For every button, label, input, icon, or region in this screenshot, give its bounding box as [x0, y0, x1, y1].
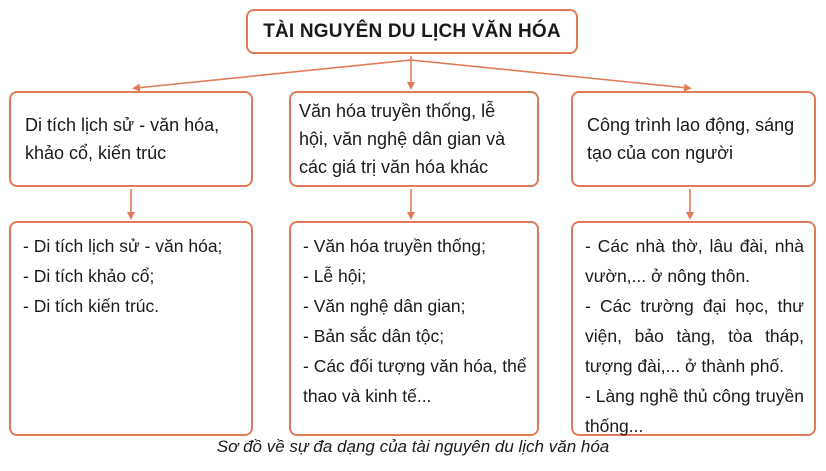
list-item: - Văn nghệ dân gian;: [303, 296, 466, 316]
list-item: - Di tích kiến trúc.: [23, 296, 160, 316]
arrow-title-to-cat-1: [136, 60, 411, 88]
list-item: - Di tích khảo cổ;: [23, 266, 155, 286]
list-item: - Các nhà thờ, lâu đài, nhà vườn,... ở nông thôn.: [585, 236, 804, 286]
category-label: Công trình lao động, sáng tạo của con người: [587, 115, 795, 163]
list-item: - Di tích lịch sử - văn hóa;: [23, 236, 223, 256]
category-box-heritage: [9, 91, 253, 187]
list-item: - Văn hóa truyền thống;: [303, 236, 486, 256]
list-item: - Bản sắc dân tộc;: [303, 326, 445, 346]
figure-caption: Sơ đồ về sự đa dạng của tài nguyên du lịch văn hóa: [216, 437, 610, 456]
detail-box-heritage: [9, 221, 253, 436]
list-item: - Làng nghề thủ công truyền thống...: [585, 386, 804, 436]
arrow-title-to-cat-3: [411, 60, 688, 88]
detail-list: [585, 231, 804, 441]
diagram-title: TÀI NGUYÊN DU LỊCH VĂN HÓA: [263, 20, 561, 42]
detail-list: [303, 231, 527, 411]
category-label: Văn hóa truyền thống, lễ hội, văn nghệ dân gian và các giá trị văn hóa khác: [299, 101, 506, 177]
category-box-traditional-culture: [289, 91, 539, 187]
title-box: [246, 9, 578, 54]
list-item: - Các trường đại học, thư viện, bảo tàng, tòa tháp, tượng đài,... ở thành phố.: [585, 296, 804, 376]
list-item: - Lễ hội;: [303, 266, 367, 286]
detail-box-human-works: [571, 221, 816, 436]
category-box-human-works: [571, 91, 816, 187]
list-item: - Các đối tượng văn hóa, thể thao và kinh tế...: [303, 356, 527, 406]
category-label: Di tích lịch sử - văn hóa, khảo cổ, kiến trúc: [25, 115, 220, 163]
detail-list: [23, 231, 241, 321]
detail-box-traditional-culture: [289, 221, 539, 436]
